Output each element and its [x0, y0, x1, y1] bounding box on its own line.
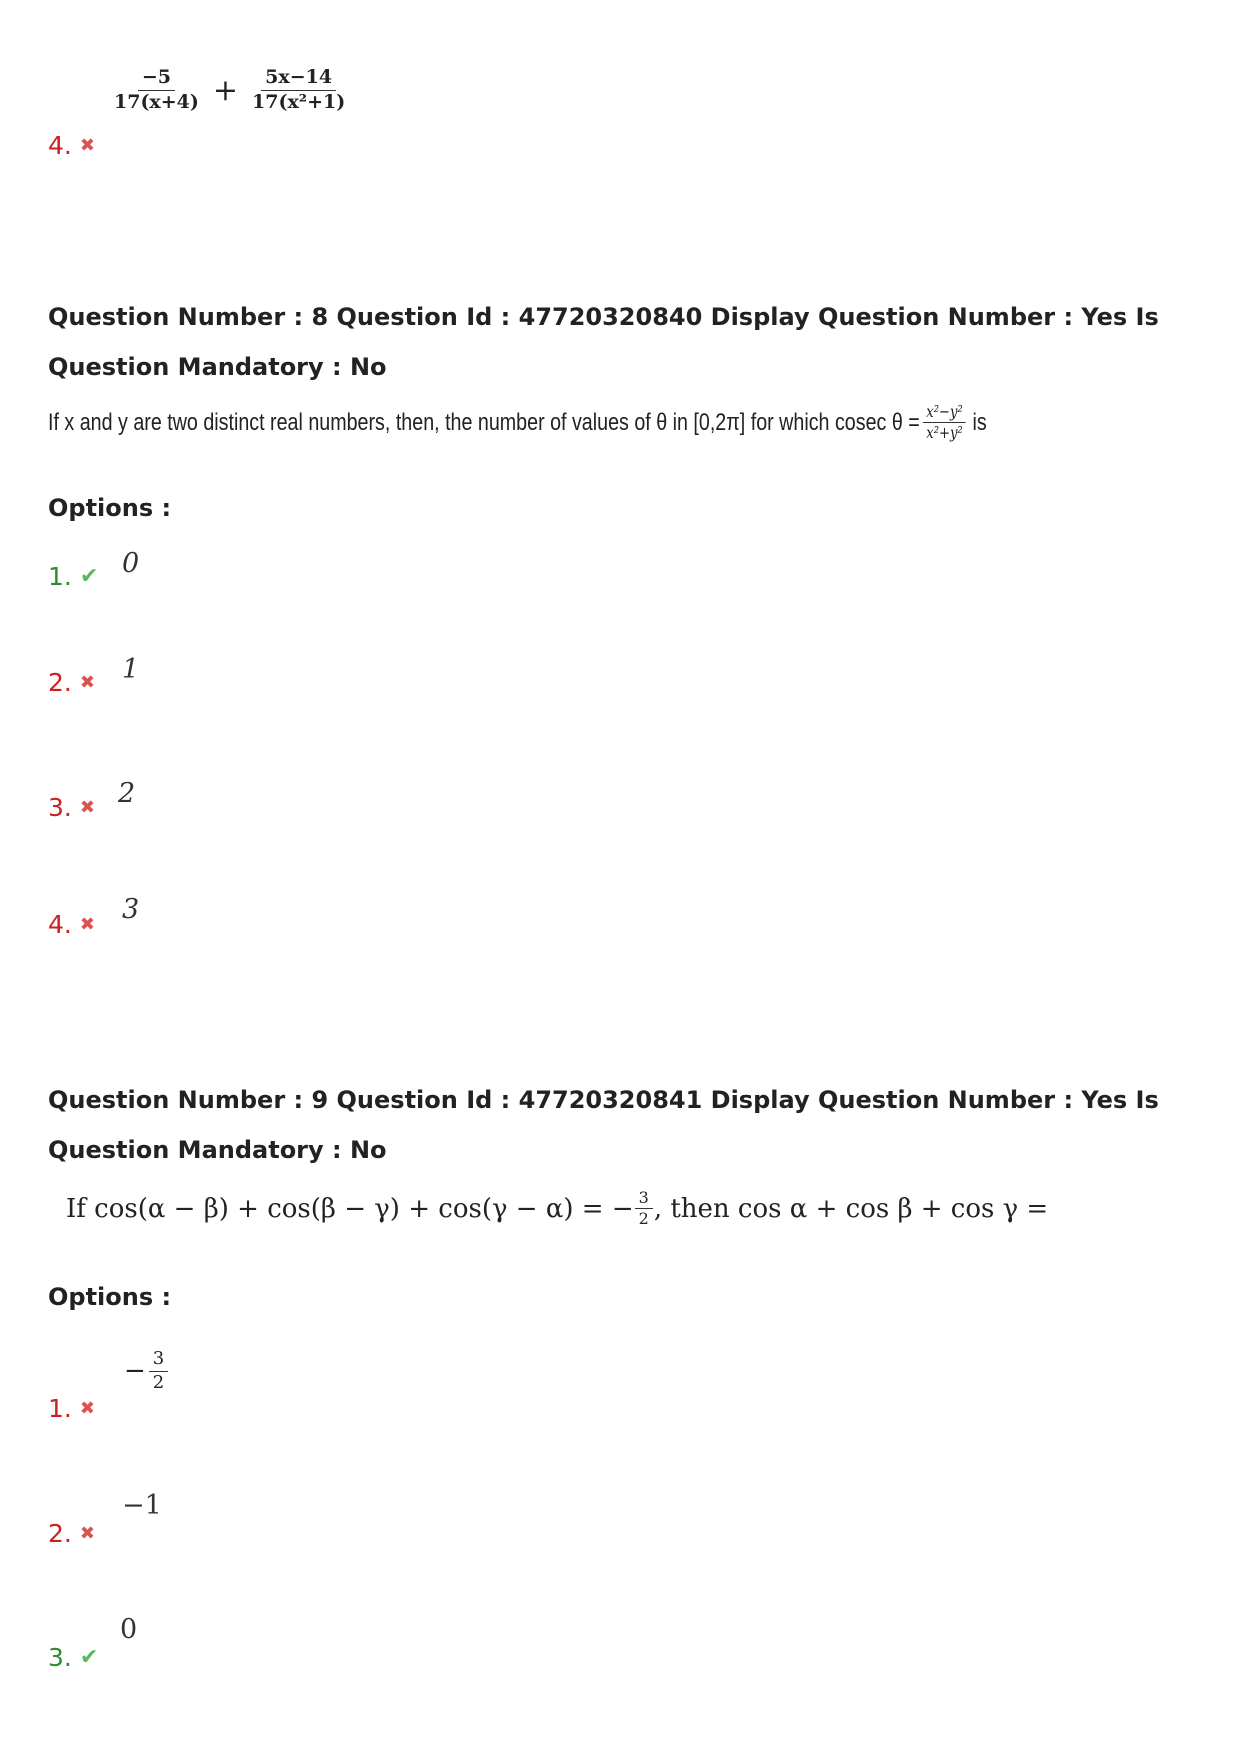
q8-option-3-value: 2 [118, 778, 136, 809]
option-number: 2. [48, 1519, 72, 1548]
cross-icon: ✖ [79, 1398, 95, 1419]
q8-option-1 [48, 562, 98, 592]
option-number: 2. [48, 668, 72, 697]
option-number: 1. [48, 562, 72, 591]
question-8-fraction: $\frac{\text{x²−y²}}{\text{x²+y²}}$ [923, 402, 966, 443]
q9-option-3-value: 0 [120, 1614, 138, 1645]
q8-option-3 [48, 793, 95, 823]
cross-icon: ✖ [79, 797, 95, 818]
q9-option-2-value: −1 [122, 1490, 162, 1521]
q9-option-2 [48, 1519, 95, 1549]
question-8-stem: If x and y are two distinct real numbers, then, the number of values of θ in [0,2π] for which cosec θ = $\frac{\text{x²−y²}}{\text{x²+y²}}$ is [48, 402, 987, 442]
prev-option-4 [48, 131, 95, 161]
cross-icon: ✖ [79, 914, 95, 935]
q9-option-1-value: − $\frac{3}{2}$ [124, 1348, 168, 1394]
question-8-header: Question Number : 8 Question Id : 47720320840 Display Question Number : Yes Is Question Mandatory : No [48, 303, 1159, 381]
question-9-stem: If cos(α − β) + cos(β − γ) + cos(γ − α) = − $\frac{3}{2}$ , then cos α + cos β + cos γ = [66, 1188, 1049, 1228]
question-9-options-label: Options : [48, 1283, 172, 1311]
check-icon: ✔ [79, 1645, 99, 1670]
option-number: 4. [48, 910, 72, 939]
option-number: 3. [48, 1643, 72, 1672]
q8-option-1-value: 0 [122, 548, 140, 579]
question-9-header: Question Number : 9 Question Id : 47720320841 Display Question Number : Yes Is Question Mandatory : No [48, 1086, 1159, 1164]
cross-icon: ✖ [79, 672, 95, 693]
cross-icon: ✖ [79, 1523, 95, 1544]
q8-option-4-value: 3 [122, 894, 140, 925]
prev-option4-expression: $\frac{-5}{17(x+4)}$ + $\frac{5x-14}{\text{17(x²+1)}}$ [114, 66, 346, 113]
option-number: 1. [48, 1394, 72, 1423]
q8-option-2 [48, 668, 95, 698]
q9-option-3 [48, 1643, 98, 1673]
q8-option-2-value: 1 [122, 654, 140, 685]
check-icon: ✔ [79, 564, 99, 589]
cross-icon: ✖ [79, 135, 95, 156]
question-8-options-label: Options : [48, 494, 172, 522]
q8-option-4 [48, 910, 95, 940]
q9-option-1 [48, 1394, 95, 1424]
question-9-fraction: $\frac{3}{2}$ [635, 1188, 653, 1229]
option-number: 3. [48, 793, 72, 822]
option-number: 4. [48, 131, 72, 160]
